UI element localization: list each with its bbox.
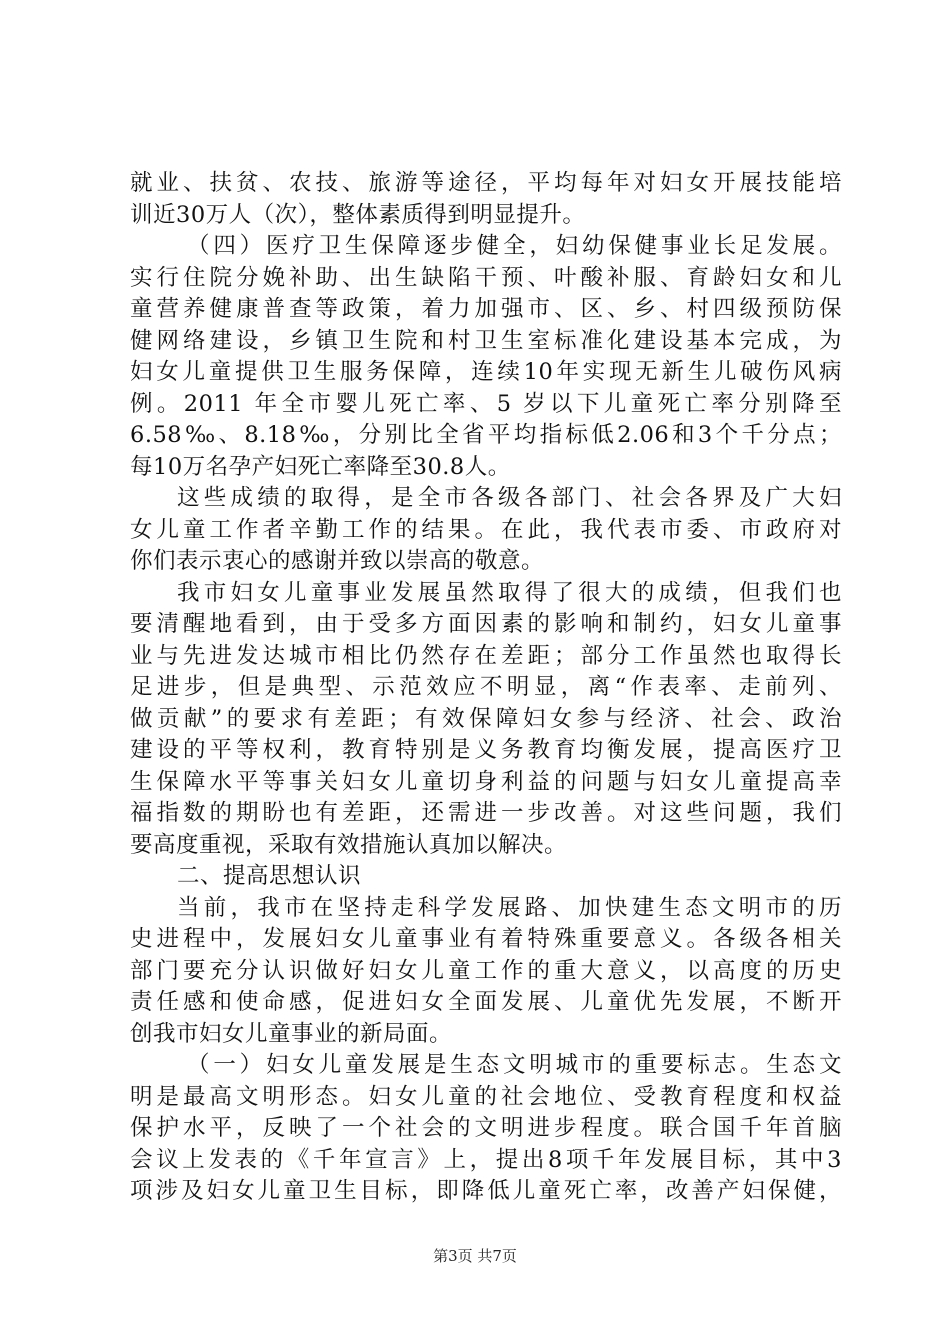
text-line: 福指数的期盼也有差距，还需进一步改善。对这些问题，我们 xyxy=(130,800,842,826)
text-line: 妇女儿童提供卫生服务保障，连续10年实现无新生儿破伤风病 xyxy=(130,359,842,385)
text-line: 做贡献”的要求有差距；有效保障妇女参与经济、社会、政治 xyxy=(130,705,842,732)
text-line: 童营养健康普查等政策，着力加强市、区、乡、村四级预防保 xyxy=(130,296,842,322)
text-line: 你们表示衷心的感谢并致以崇高的敬意。 xyxy=(130,548,545,574)
text-line: 项涉及妇女儿童卫生目标，即降低儿童死亡率，改善产妇保健， xyxy=(130,1178,842,1204)
text-line: 我市妇女儿童事业发展虽然取得了很大的成绩，但我们也 xyxy=(177,579,842,606)
text-line: 建设的平等权利，教育特别是义务教育均衡发展，提高医疗卫 xyxy=(130,737,842,763)
text-line: 要清醒地看到，由于受多方面因素的影响和制约，妇女儿童事 xyxy=(130,611,842,637)
text-line: 部门要充分认识做好妇女儿童工作的重大意义，以高度的历史 xyxy=(130,957,842,984)
text-line: 例。2011 年全市婴儿死亡率、5 岁以下儿童死亡率分别降至 xyxy=(130,390,842,417)
text-line: 业与先进发达城市相比仍然存在差距；部分工作虽然也取得长 xyxy=(130,642,842,669)
text-line: 史进程中，发展妇女儿童事业有着特殊重要意义。各级各相关 xyxy=(130,926,842,952)
text-line: 就业、扶贫、农技、旅游等途径，平均每年对妇女开展技能培 xyxy=(130,170,842,196)
text-line: 足进步，但是典型、示范效应不明显，离“作表率、走前列、 xyxy=(130,674,842,700)
text-line: （一）妇女儿童发展是生态文明城市的重要标志。生态文 xyxy=(187,1052,842,1078)
text-line: 二、提高思想认识 xyxy=(177,863,362,889)
text-line: （四）医疗卫生保障逐步健全，妇幼保健事业长足发展。 xyxy=(187,233,842,259)
text-line: 要高度重视，采取有效措施认真加以解决。 xyxy=(130,831,568,858)
text-line: 当前，我市在坚持走科学发展路、加快建生态文明市的历 xyxy=(177,894,842,921)
text-line: 生保障水平等事关妇女儿童切身利益的问题与妇女儿童提高幸 xyxy=(130,768,842,795)
text-line: 责任感和使命感，促进妇女全面发展、儿童优先发展，不断开 xyxy=(130,989,842,1015)
text-line: 实行住院分娩补助、出生缺陷干预、叶酸补服、育龄妇女和儿 xyxy=(130,264,842,291)
text-line: 保护水平，反映了一个社会的文明进步程度。联合国千年首脑 xyxy=(130,1115,842,1141)
text-line: 明是最高文明形态。妇女儿童的社会地位、受教育程度和权益 xyxy=(130,1083,842,1110)
page-footer: 第3页 共7页 xyxy=(433,1247,517,1265)
text-line: 6.58‰、8.18‰，分别比全省平均指标低2.06和3个千分点； xyxy=(130,422,842,448)
document-body xyxy=(130,168,842,1208)
text-line: 女儿童工作者辛勤工作的结果。在此，我代表市委、市政府对 xyxy=(130,516,842,543)
text-line: 健网络建设，乡镇卫生院和村卫生室标准化建设基本完成，为 xyxy=(130,327,842,354)
text-line: 会议上发表的《千年宣言》上，提出8项千年发展目标，其中3 xyxy=(130,1146,842,1173)
text-line: 每10万名孕产妇死亡率降至30.8人。 xyxy=(130,453,511,480)
text-line: 这些成绩的取得，是全市各级各部门、社会各界及广大妇 xyxy=(177,485,842,511)
text-line: 创我市妇女儿童事业的新局面。 xyxy=(130,1020,453,1047)
text-line: 训近30万人（次），整体素质得到明显提升。 xyxy=(130,201,586,228)
